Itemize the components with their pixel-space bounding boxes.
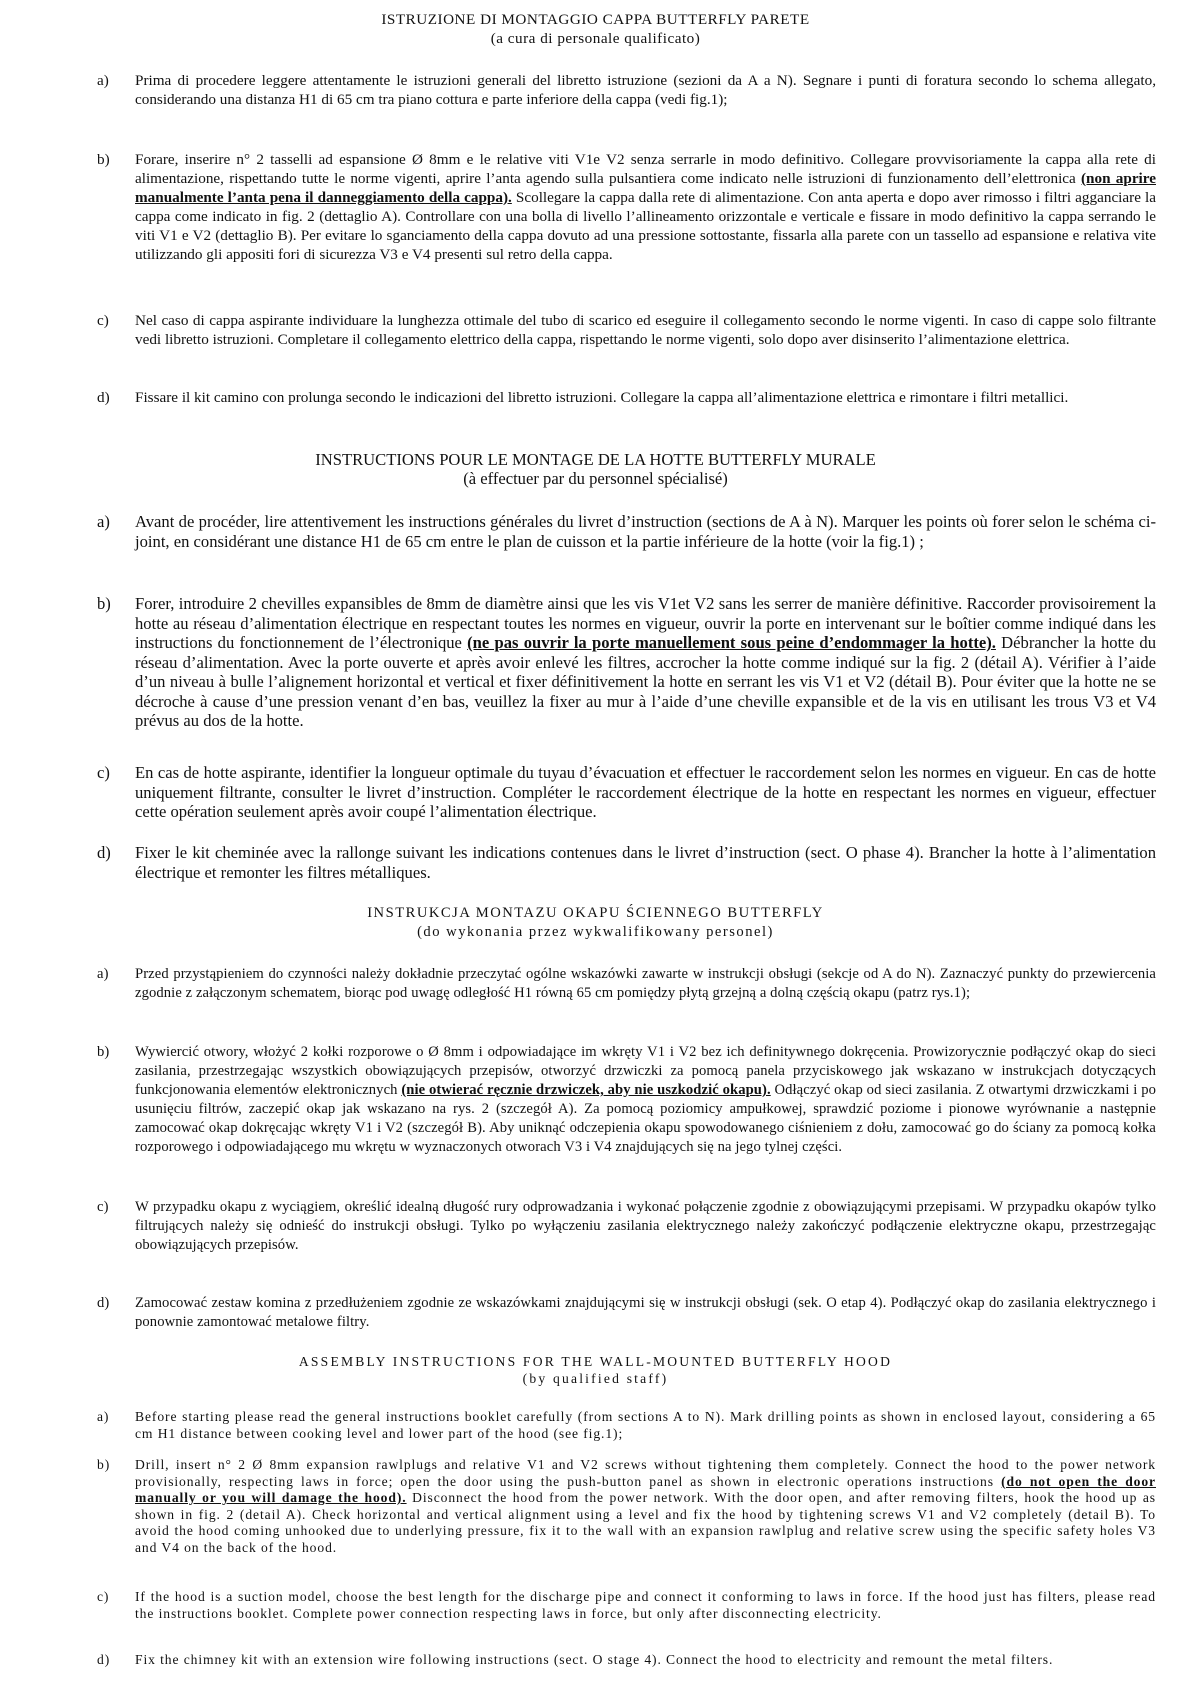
section-polish — [0, 904, 1191, 942]
step-text: Before starting please read the general instructions booklet carefully (from sections A to N). Mark drilling points as shown in enclosed layout, considering a 65 cm H1 distance between cooking level and lower part of the hood (see fig.1); — [135, 1409, 1156, 1441]
title-text: ASSEMBLY INSTRUCTIONS FOR THE WALL-MOUNTED BUTTERFLY HOOD — [298, 1354, 893, 1369]
section-french — [0, 450, 1191, 488]
step-label: d) — [97, 843, 111, 862]
step-label: d) — [97, 389, 110, 406]
section-title — [0, 10, 1191, 48]
section-title — [0, 904, 1191, 942]
step-text: Prima di procedere leggere attentamente le istruzioni generali del libretto istruzione (sezioni da A a N). Segnare i punti di foratura secondo lo schema allegato, considerando una distanza H1 di 65 cm tra piano cottura e parte inferiore della cappa (vedi fig.1); — [135, 72, 1156, 108]
step-text: Zamocować zestaw komina z przedłużeniem zgodnie ze wskazówkami znajdującymi się w instrukcji obsługi (sek. O etap 4). Podłączyć okap do zasilania elektrycznego i ponownie zamontować metalowe filtry. — [135, 1295, 1156, 1330]
section-title — [0, 1353, 1191, 1387]
step-label: c) — [97, 1589, 110, 1604]
subtitle-text: (a cura di personale qualificato) — [490, 30, 701, 47]
step-text: If the hood is a suction model, choose the best length for the discharge pipe and connect it conforming to laws in force. If the hood just has filters, please read the instructions booklet. Complete power connection respecting laws in force, but only after disconnecting electricity. — [135, 1589, 1156, 1621]
subtitle-text: (by qualified staff) — [522, 1371, 669, 1386]
step-label: b) — [97, 1044, 110, 1060]
step-text-part: Disconnect the hood from the power network. With the door open, and after removing filters, hook the hood up as shown in fig. 2 (detail A). Check horizontal and vertical alignment using a level and fix the hood by tightening screws V1 and V2 completely (detail B). To avoid the hood coming unhooked due to underlying pressure, fix it to the wall with an expansion rawlplug and relative screw using the specific safety holes V3 and V4 on the back of the hood. — [135, 1490, 1156, 1555]
warning-text: (ne pas ouvrir la porte manuellement sous peine d’endommager la hotte). — [467, 633, 996, 652]
subtitle-text: (do wykonania przez wykwalifikowany personel) — [417, 924, 774, 940]
step-label: d) — [97, 1295, 110, 1311]
step-text: W przypadku okapu z wyciągiem, określić idealną długość rury odprowadzania i wykonać połączenie zgodnie z obowiązującymi przepisami. W przypadku okapów tylko filtrujących należy się odnieść do instrukcji obsługi. Tylko po wyłączeniu zasilania elektrycznego należy zakończyć podłączenie elektryczne okapu, przestrzegając obowiązujących przepisów. — [135, 1199, 1156, 1253]
step-text-part: Débrancher la hotte du réseau d’alimentation. Avec la porte ouverte et après avoir enlevé les filtres, accrocher la hotte comme indiqué sur la fig. 2 (détail A). Vérifier à l’aide d’un niveau à bulle l’alignement horizontal et vertical et fixer définitivement la hotte en serrant les vis V1 et V2 (détail B). Pour éviter que la hotte ne se décroche à cause d’une pression venant d’en bas, veuillez la fixer au mur à l’aide d’une cheville expansible et de la vis en utilisant les trous V3 et V4 prévus au dos de la hotte. — [135, 633, 1157, 730]
step-text — [135, 150, 1156, 264]
step-label: b) — [97, 1457, 111, 1472]
step-text: Fix the chimney kit with an extension wire following instructions (sect. O stage 4). Connect the hood to electricity and remount the metal filters. — [135, 1652, 1054, 1667]
warning-text: (nie otwierać ręcznie drzwiczek, aby nie uszkodzić okapu). — [401, 1082, 771, 1098]
step-text: Fixer le kit cheminée avec la rallonge suivant les indications contenues dans le livret d’instruction (sect. O phase 4). Brancher la hotte à l’alimentation électrique et remonter les filtres métalliques. — [135, 843, 1156, 882]
step-label: d) — [97, 1652, 111, 1667]
step-label: a) — [97, 1409, 110, 1424]
title-text: ISTRUZIONE DI MONTAGGIO CAPPA BUTTERFLY PARETE — [381, 11, 810, 28]
warning-text: (non aprire manualmente l’anta pena il danneggiamento della cappa). — [135, 170, 1156, 206]
step-text: Nel caso di cappa aspirante individuare la lunghezza ottimale del tubo di scarico ed eseguire il collegamento secondo le norme vigenti. In caso di cappe solo filtrante vedi libretto istruzioni. Completare il collegamento elettrico della cappa, rispettando le norme vigenti, solo dopo aver disinserito l’alimentazione elettrica. — [135, 312, 1156, 348]
step-text: Fissare il kit camino con prolunga secondo le indicazioni del libretto istruzioni. Collegare la cappa all’alimentazione elettrica e rimontare i filtri metallici. — [135, 389, 1069, 406]
title-text: INSTRUCTIONS POUR LE MONTAGE DE LA HOTTE BUTTERFLY MURALE — [315, 450, 876, 469]
step-text — [135, 1043, 1156, 1157]
step-text-part: Odłączyć okap od sieci zasilania. Z otwartymi drzwiczkami i po usunięciu filtrów, zaczepić okap jak wskazano na rys. 2 (szczegół A). Za pomocą poziomicy ampułkowej, sprawdzić poziome i pionowe wyrównanie a następnie zamocować okap dokręcając wkręty V1 i V2 (szczegół B). Aby uniknąć odczepienia okapu spowodowanego ciśnieniem z dołu, zamocować go do ściany za pomocą kołka rozporowego i odpowiadającego mu wkrętu w wyznaczonych otworach V3 i V4 znajdujących się na jego tylnej części. — [135, 1082, 1157, 1155]
step-text-part: Forer, introduire 2 chevilles expansibles de 8mm de diamètre ainsi que les vis V1et V2 sans les serrer de manière définitive. Raccorder provisoirement la hotte au réseau d’alimentation électrique en respectant toutes les normes en vigueur, ouvrir la porte en intervenant sur le boîtier comme indiqué dans les instructions du fonctionnement de l’électronique — [135, 594, 1156, 652]
step-label: a) — [97, 72, 109, 89]
section-english — [0, 1353, 1191, 1387]
step-text: Przed przystąpieniem do czynności należy dokładnie przeczytać ogólne wskazówki zawarte w instrukcji obsługi (sekcje od A do N). Zaznaczyć punkty do przewiercenia zgodnie z załączonym schematem, biorąc pod uwagę odległość H1 równą 65 cm pomiędzy płytą grzejną a dolną częścią okapu (patrz rys.1); — [135, 966, 1156, 1001]
step-text: En cas de hotte aspirante, identifier la longueur optimale du tuyau d’évacuation et effectuer le raccordement selon les normes en vigueur. En cas de hotte uniquement filtrante, consulter le livret d’instruction. Compléter le raccordement électrique de la hotte en respectant les normes en vigueur, effectuer cette opération seulement après avoir coupé l’alimentation électrique. — [135, 763, 1156, 821]
subtitle-text: (à effectuer par du personnel spécialisé) — [463, 469, 728, 488]
step-text — [135, 594, 1156, 731]
step-text: Avant de procéder, lire attentivement les instructions générales du livret d’instruction (sections de A à N). Marquer les points où forer selon le schéma ci-joint, en considérant une distance H1 de 65 cm entre le plan de cuisson et la partie inférieure de la hotte (voir la fig.1) ; — [135, 512, 1156, 551]
step-label: b) — [97, 594, 111, 613]
warning-text: (do not open the door manually or you will damage the hood). — [135, 1473, 1156, 1506]
step-text-part: Wywiercić otwory, włożyć 2 kołki rozporowe o Ø 8mm i odpowiadające im wkręty V1 i V2 bez ich definitywnego dokręcenia. Prowizorycznie podłączyć okap do sieci zasilania, przestrzegając wszystkich obowiązujących przepisów, otworzyć drzwiczki za pomocą panela przyciskowego jak wskazano w instrukcjach dotyczących funkcjonowania elementów elektronicznych — [135, 1044, 1156, 1098]
step-text-part: Drill, insert n° 2 Ø 8mm expansion rawlplugs and relative V1 and V2 screws without tightening them completely. Connect the hood to the power network provisionally, respecting laws in force; open the door using the push-button panel as shown in electronic operations instructions — [135, 1457, 1156, 1489]
step-label: b) — [97, 151, 110, 168]
step-label: c) — [97, 312, 109, 329]
step-label: a) — [97, 966, 109, 982]
section-title — [0, 450, 1191, 488]
step-text — [135, 1457, 1156, 1557]
step-label: a) — [97, 512, 110, 531]
step-text-part: Scollegare la cappa dalla rete di alimentazione. Con anta aperta e dopo aver rimosso i filtri agganciare la cappa come indicato in fig. 2 (dettaglio A). Controllare con una bolla di livello l’allineamento orizzontale e verticale e fissare in modo definitivo la cappa serrando le viti V1 e V2 (dettaglio B). Per evitare lo sganciamento della cappa dovuto ad una pressione sottostante, fissarla alla parete con un tassello ad espansione e relativa vite utilizzando gli appositi fori di sicurezza V3 e V4 presenti sul retro della cappa. — [135, 189, 1156, 263]
step-text-part: Forare, inserire n° 2 tasselli ad espansione Ø 8mm e le relative viti V1e V2 senza serrarle in modo definitivo. Collegare provvisoriamente la cappa alla rete di alimentazione, rispettando tutte le norme vigenti, aprire l’anta agendo sulla pulsantiera come indicato nelle istruzioni di funzionamento dell’elettronica — [135, 151, 1156, 187]
title-text: INSTRUKCJA MONTAZU OKAPU ŚCIENNEGO BUTTERFLY — [367, 905, 824, 921]
step-label: c) — [97, 1199, 109, 1215]
step-label: c) — [97, 763, 110, 782]
section-italian — [0, 10, 1191, 48]
